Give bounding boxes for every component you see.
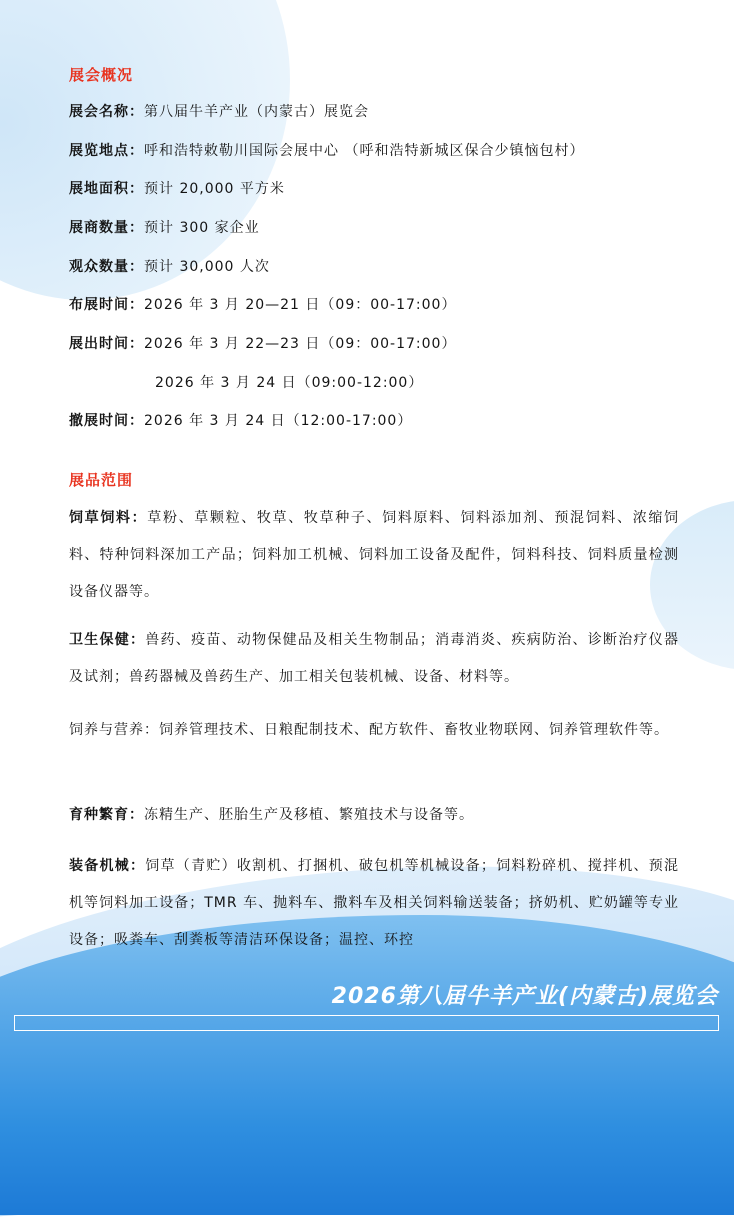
info-label: 撤展时间： [69, 413, 144, 429]
scope-text: 饲养管理技术、日粮配制技术、配方软件、畜牧业物联网、饲养管理软件等。 [159, 722, 669, 738]
info-label: 展商数量： [69, 220, 144, 236]
info-line-name [69, 101, 369, 121]
info-line-teardown [69, 410, 412, 430]
info-value: 2026 年 3 月 24 日（09:00-12:00） [155, 375, 424, 391]
footer-frame [14, 1015, 719, 1031]
info-value: 预计 30,000 人次 [144, 259, 270, 275]
scope-equipment [69, 848, 679, 964]
info-value: 预计 300 家企业 [144, 220, 260, 236]
scope-text: 饲草（青贮）收割机、打捆机、破包机等机械设备；饲料粉碎机、搅拌机、预混机等饲料加工设备；TMR 车、抛料车、撒料车及相关饲料输送装备；挤奶机、贮奶罐等专业设备；吸粪车、刮粪板等清洁环保设备；温控、环控 [69, 858, 679, 948]
scope-feed [69, 500, 679, 611]
info-line-show-extra [155, 372, 423, 392]
overview-title: 展会概况 [69, 66, 134, 84]
info-line-visitors [69, 256, 270, 276]
scope-label: 卫生保健： [69, 632, 146, 648]
info-label: 展览地点： [69, 143, 144, 159]
scope-nutrition [69, 712, 679, 749]
footer-title: 2026第八届牛羊产业(内蒙古)展览会 [331, 984, 718, 1009]
info-label: 展会名称： [69, 104, 144, 120]
info-value: 呼和浩特敕勒川国际会展中心 （呼和浩特新城区保合少镇恼包村） [144, 143, 585, 159]
scope-label: 装备机械： [69, 858, 146, 874]
scope-text: 兽药、疫苗、动物保健品及相关生物制品；消毒消炎、疾病防治、诊断治疗仪器及试剂；兽药器械及兽药生产、加工相关包装机械、设备、材料等。 [69, 632, 680, 685]
info-value: 2026 年 3 月 24 日（12:00-17:00） [144, 413, 413, 429]
info-label: 展地面积： [69, 181, 144, 197]
info-label: 布展时间： [69, 297, 144, 313]
info-line-setup [69, 294, 456, 314]
info-line-exhibitors [69, 217, 260, 237]
scope-label: 育种繁育： [69, 807, 144, 823]
scope-label: 饲养与营养： [69, 722, 159, 738]
info-line-venue [69, 140, 584, 160]
scope-text: 冻精生产、胚胎生产及移植、繁殖技术与设备等。 [144, 807, 474, 823]
scope-title: 展品范围 [69, 471, 134, 489]
info-value: 预计 20,000 平方米 [144, 181, 285, 197]
scope-text: 草粉、草颗粒、牧草、牧草种子、饲料原料、饲料添加剂、预混饲料、浓缩饲料、特种饲料深加工产品；饲料加工机械、饲料加工设备及配件，饲料科技、饲料质量检测设备仪器等。 [69, 510, 680, 600]
scope-breeding [69, 797, 679, 834]
info-line-area [69, 178, 285, 198]
info-value: 2026 年 3 月 22—23 日（09：00-17:00） [144, 336, 457, 352]
info-value: 2026 年 3 月 20—21 日（09：00-17:00） [144, 297, 457, 313]
scope-label: 饲草饲料： [69, 510, 148, 526]
info-value: 第八届牛羊产业（内蒙古）展览会 [144, 104, 369, 120]
info-line-show [69, 333, 456, 353]
info-label: 展出时间： [69, 336, 144, 352]
info-label: 观众数量： [69, 259, 144, 275]
scope-health [69, 622, 679, 696]
